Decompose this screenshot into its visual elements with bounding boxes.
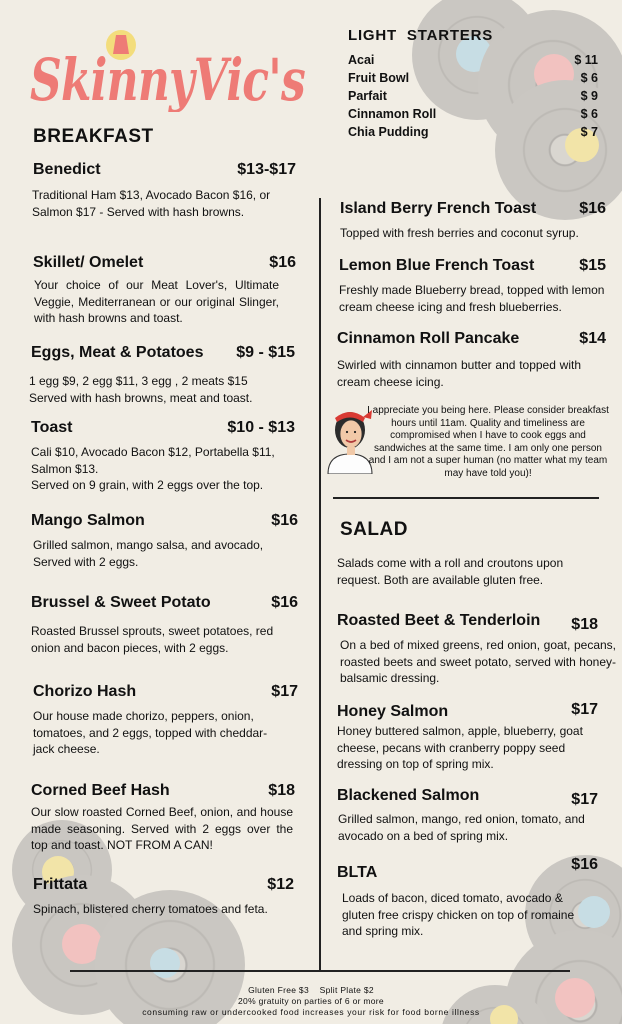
starter-row xyxy=(348,89,598,107)
footer-gratuity-note: 20% gratuity on parties of 6 or more xyxy=(238,996,384,1006)
starter-row xyxy=(348,71,598,89)
salad-item-name: BLTA xyxy=(337,864,378,881)
breakfast-item-price: $18 xyxy=(268,782,295,799)
breakfast-item-name: Toast xyxy=(31,419,73,436)
starter-price: $ 11 xyxy=(574,53,598,67)
salad-item-description: Grilled salmon, mango, red onion, tomato, and avocado on a bed of spring mix. xyxy=(338,812,585,843)
breakfast-item-description-extra: Served on 9 grain, with 2 eggs over the top. xyxy=(31,478,264,492)
breakfast-item-price: $9 - $15 xyxy=(236,344,295,361)
salad-item-price: $18 xyxy=(571,616,598,633)
logo-wordmark: SkinnyVic's xyxy=(30,46,306,112)
special-item-description: Freshly made Blueberry bread, topped with lemon cream cheese icing and fresh blueberries. xyxy=(339,283,605,314)
breakfast-item-name: Skillet/ Omelet xyxy=(33,254,144,271)
salad-item-price: $17 xyxy=(571,791,598,808)
footer-food-warning: consuming raw or undercooked food increases your risk for food borne illness xyxy=(142,1007,480,1017)
section-divider xyxy=(333,497,599,499)
logo xyxy=(28,22,310,112)
salad-item-name: Honey Salmon xyxy=(337,703,449,720)
special-item-price: $16 xyxy=(579,200,606,217)
starter-name: Chia Pudding xyxy=(348,125,429,139)
breakfast-item-description: Your choice of our Meat Lover's, Ultimate Veggie, Mediterranean or our original Slinger, with hash browns and toast. xyxy=(34,278,279,325)
starter-name: Cinnamon Roll xyxy=(348,107,437,121)
breakfast-item-name: Frittata xyxy=(33,876,88,893)
salad-intro: Salads come with a roll and croutons upon request. Both are available gluten free. xyxy=(337,556,564,587)
salad-heading: SALAD xyxy=(340,519,408,540)
special-item-name: Island Berry French Toast xyxy=(340,200,537,217)
footer-pricing-note: Gluten Free $3 Split Plate $2 xyxy=(248,985,374,995)
breakfast-heading: BREAKFAST xyxy=(33,126,154,147)
breakfast-item-description: Our house made chorizo, peppers, onion, tomatoes, and 2 eggs, topped with cheddar-jack cheese. xyxy=(33,709,268,756)
starter-name: Fruit Bowl xyxy=(348,71,410,85)
starter-row xyxy=(348,125,598,143)
breakfast-item-description: 1 egg $9, 2 egg $11, 3 egg , 2 meats $15 Served with hash browns, meat and toast. xyxy=(29,374,253,405)
breakfast-item-name: Brussel & Sweet Potato xyxy=(31,594,211,611)
starter-price: $ 6 xyxy=(580,71,598,85)
starter-name: Acai xyxy=(348,53,375,67)
starter-price: $ 9 xyxy=(580,89,598,103)
starter-price: $ 7 xyxy=(580,125,598,139)
salad-item-name: Blackened Salmon xyxy=(337,787,480,804)
breakfast-item-description: Cali $10, Avocado Bacon $12, Portabella $11, Salmon $13. xyxy=(31,445,275,476)
breakfast-item-name: Mango Salmon xyxy=(31,512,145,529)
breakfast-item-name: Chorizo Hash xyxy=(33,683,137,700)
special-item-price: $14 xyxy=(579,330,606,347)
breakfast-item-name: Benedict xyxy=(33,161,101,178)
starter-row xyxy=(348,107,598,125)
starter-price: $ 6 xyxy=(580,107,598,121)
starter-name: Parfait xyxy=(348,89,387,103)
special-item-name: Lemon Blue French Toast xyxy=(339,257,535,274)
salad-item-description: Honey buttered salmon, apple, blueberry, goat cheese, pecans with cranberry poppy seed dressing on top of spring mix. xyxy=(337,724,583,771)
breakfast-item-description: Roasted Brussel sprouts, sweet potatoes, red onion and bacon pieces, with 2 eggs. xyxy=(31,624,274,655)
breakfast-item-price: $12 xyxy=(267,876,294,893)
salad-item-description: Loads of bacon, diced tomato, avocado & gluten free crispy chicken on top of romaine and spring mix. xyxy=(342,891,575,938)
breakfast-item-price: $10 - $13 xyxy=(227,419,295,436)
breakfast-item-description: Our slow roasted Corned Beef, onion, and house made seasoning. Served with 2 eggs over the top and toast. NOT FROM A CAN! xyxy=(31,805,293,852)
column-divider xyxy=(319,198,321,970)
salad-item-name: Roasted Beet & Tenderloin xyxy=(337,612,541,629)
special-item-price: $15 xyxy=(579,257,606,274)
breakfast-item-description: Traditional Ham $13, Avocado Bacon $16, or Salmon $17 - Served with hash browns. xyxy=(32,188,271,219)
breakfast-item-name: Corned Beef Hash xyxy=(31,782,170,799)
breakfast-item-price: $16 xyxy=(271,594,298,611)
salad-item-price: $16 xyxy=(571,856,598,873)
owner-note: I appreciate you being here. Please consider breakfast hours until 11am. Quality and timeliness are compromised when I have to cook eggs and sandwiches at the same time. I am only one person and I am not a super human (no matter what my team may have told you)! xyxy=(367,405,609,479)
special-item-description: Swirled with cinnamon butter and topped with cream cheese icing. xyxy=(337,358,581,389)
breakfast-item-description: Spinach, blistered cherry tomatoes and feta. xyxy=(33,902,268,916)
breakfast-item-price: $13-$17 xyxy=(237,161,296,178)
breakfast-item-name: Eggs, Meat & Potatoes xyxy=(31,344,204,361)
special-item-description: Topped with fresh berries and coconut syrup. xyxy=(340,226,579,240)
breakfast-item-price: $16 xyxy=(269,254,296,271)
salad-item-description: On a bed of mixed greens, red onion, goat, pecans, roasted beets and sweet potato, served with honey-balsamic dressing. xyxy=(340,638,616,685)
starters-heading: LIGHT STARTERS xyxy=(348,27,494,44)
logo-art xyxy=(28,22,310,112)
breakfast-item-description: Grilled salmon, mango salsa, and avocado, Served with 2 eggs. xyxy=(33,538,264,569)
salad-item-price: $17 xyxy=(571,701,598,718)
special-item-name: Cinnamon Roll Pancake xyxy=(337,330,520,347)
breakfast-item-price: $16 xyxy=(271,512,298,529)
record-label-blue xyxy=(150,948,180,978)
breakfast-item-price: $17 xyxy=(271,683,298,700)
starter-row xyxy=(348,53,598,71)
footer-divider xyxy=(70,970,570,972)
